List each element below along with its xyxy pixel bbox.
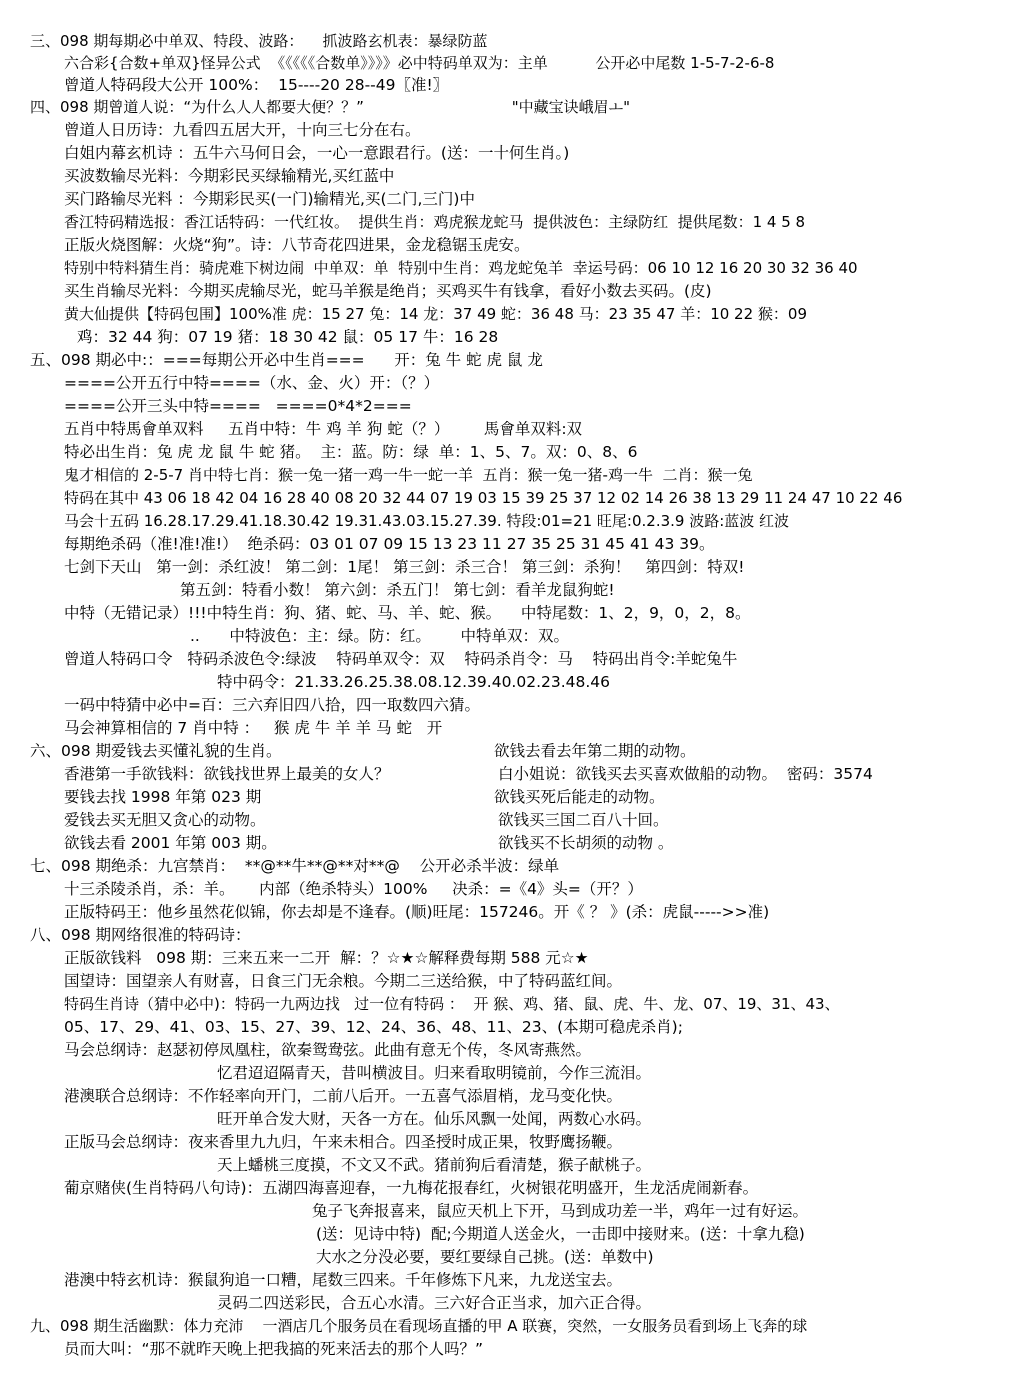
line-10: 正版火烧图解：火烧“狗”。诗：八节奇花四进果，金龙稳锯玉虎安。 (64, 236, 530, 254)
line-04: 四、098 期曾道人说：“为什么人人都要大便？？” "中藏宝诀峨眉ㅗ" (30, 98, 631, 116)
line-34: 要钱去找 1998 年第 023 期 (64, 788, 262, 806)
line-39: 正版特码王：他乡虽然花似锦，你去却是不逢春。(顺)旺尾：157246。开《 ？ 》(杀：虎鼠----->>准) (64, 903, 770, 921)
line-25: 第五剑：特看小数！ 第六剑：杀五门！ 第七剑：看羊龙鼠狗蛇! (180, 581, 615, 599)
line-43: 特码生肖诗（猜中必中)：特码一九两边找 过一位有特码 ： 开 猴、鸡、猪、鼠、虎、牛、龙、07、19、31、43、 (64, 995, 840, 1013)
line-15: 五、098 期必中:：===每期公开必中生肖=== 开：兔 牛 蛇 虎 鼠 龙 (30, 351, 543, 369)
line-46: 忆君迢迢隔青天，昔叫横波目。归来看取明镜前，今作三流泪。 (217, 1064, 652, 1082)
line-53: (送：见诗中特) 配;今期道人送金火，一击即中接财来。(送：十拿九稳) (316, 1225, 805, 1243)
line-01: 三、098 期每期必中单双、特段、波路： 抓波路玄机表：暴绿防蓝 (30, 32, 488, 50)
line-51: 葡京赌侠(生肖特码八句诗)：五湖四海喜迎春，一九梅花报春红，火树银花明盛开，生龙活虎闹新春。 (64, 1179, 759, 1197)
line-40: 八、098 期网络很准的特码诗： (30, 926, 251, 944)
line-54: 大水之分没必要，要红要绿自己挑。(送：单数中) (316, 1248, 654, 1266)
line-30: 一码中特猜中必中=百：三六弃旧四八拾，四一取数四六猜。 (64, 696, 480, 714)
line-45: 马会总纲诗：赵瑟初停凤凰柱，欲秦鸳鸯弦。此曲有意无个传，冬风寄燕然。 (64, 1041, 592, 1059)
line-26: 中特（无错记录）!!!中特生肖：狗、猪、蛇、马、羊、蛇、猴。 中特尾数：1、2，9，0，2，8。 (64, 604, 751, 622)
line-07: 买波数输尽光料：今期彩民买绿输精光,买红蓝中 (64, 167, 395, 185)
line-55: 港澳中特玄机诗：猴鼠狗追一口糟，尾数三四来。千年修炼下凡来，九龙送宝去。 (64, 1271, 623, 1289)
line-49: 正版马会总纲诗：夜来香里九九归，午来未相合。四圣授时成正果，牧野鹰扬鞭。 (64, 1133, 623, 1151)
line-02: 六合彩{合数+单双}怪异公式 《《《《《合数单》》》》必中特码单双为：主单 公开必中尾数 1-5-7-2-6-8 (64, 54, 775, 72)
line-50: 天上蟠桃三度摸，不文又不武。猪前狗后看清楚，猴子献桃子。 (217, 1156, 652, 1174)
line-13: 黄大仙提供【特码包围】100%准 虎：15 27 兔：14 龙：37 49 蛇：36 48 马：23 35 47 羊：10 22 猴：09 (64, 305, 808, 323)
line-32b: 欲钱去看去年第二期的动物。 (494, 742, 696, 760)
line-16: ====公开五行中特====（水、金、火）开：（？） (64, 374, 440, 392)
line-03: 曾道人特码段大公开 100%： 15----20 28--49〖准!〗 (64, 76, 449, 94)
line-17: ====公开三头中特==== ====0*4*2=== (64, 397, 412, 415)
line-58: 员而大叫：“那不就昨天晚上把我搞的死来活去的那个人吗？” (64, 1340, 484, 1358)
line-38: 十三杀陵杀肖，杀：羊。 内部（绝杀特头）100% 决杀：=《4》头=（开？） (64, 880, 643, 898)
line-19: 特必出生肖：兔 虎 龙 鼠 牛 蛇 猪。 主：蓝。防：绿 单：1、5、7。双：0、8、6 (64, 443, 638, 461)
line-14: 鸡：32 44 狗：07 19 猪：18 30 42 鼠：05 17 牛：16 28 (77, 328, 499, 346)
line-06: 白姐内幕玄机诗 ：五牛六马何日会，一心一意跟君行。(送：一十何生肖。) (64, 144, 570, 162)
line-33b: 白小姐说：欲钱买去买喜欢做船的动物。 密码：3574 (498, 765, 873, 783)
line-23: 每期绝杀码（准!准!准!） 绝杀码：03 01 07 09 15 13 23 11 27 35 25 31 45 41 43 39。 (64, 535, 715, 553)
line-27: .. 中特波色：主：绿。防：红。 中特单双：双。 (190, 627, 569, 645)
line-34b: 欲钱买死后能走的动物。 (494, 788, 665, 806)
line-24: 七剑下天山 第一剑：杀红波！ 第二剑：1尾！ 第三剑：杀三合！ 第三剑：杀狗！ 第四剑：特双! (64, 558, 745, 576)
line-35: 爱钱去买无胆又贪心的动物。 (64, 811, 266, 829)
line-57: 九、098 期生活幽默：体力充沛 一酒店几个服务员在看现场直播的甲 A 联赛，突然，一女服务员看到场上飞奔的球 (30, 1317, 808, 1335)
line-48: 旺开单合发大财，天各一方在。仙乐风飘一处闻，两数心水码。 (217, 1110, 652, 1128)
line-41: 正版欲钱料 098 期：三来五来一二开 解：？☆★☆解释费每期 588 元☆★ (64, 949, 589, 967)
line-52: 兔子飞奔报喜来，鼠应天机上下开，马到成功差一半，鸡年一过有好运。 (312, 1202, 809, 1220)
line-20: 鬼才相信的 2-5-7 肖中特七肖：猴一兔一猪一鸡一牛一蛇一羊 五肖：猴一兔一猪-鸡一牛 二肖：猴一兔 (64, 466, 753, 484)
line-28: 曾道人特码口令 特码杀波色令:绿波 特码单双令：双 特码杀肖令：马 特码出肖令:羊蛇兔牛 (64, 650, 738, 668)
line-18: 五肖中特馬會单双料 五肖中特：牛 鸡 羊 狗 蛇（？） 馬會单双料:双 (64, 420, 583, 438)
line-44: 05、17、29、41、03、15、27、39、12、24、36、48、11、23、(本期可稳虎杀肖); (64, 1018, 683, 1036)
line-05: 曾道人日历诗：九看四五居大开，十向三七分在右。 (64, 121, 421, 139)
line-29: 特中码令：21.33.26.25.38.08.12.39.40.02.23.48.46 (217, 673, 611, 691)
line-42: 国望诗：国望亲人有财喜，日食三门无余粮。今期二三送给猴，中了特码蓝红间。 (64, 972, 623, 990)
line-36b: 欲钱买不长胡须的动物 。 (498, 834, 674, 852)
line-22: 马会十五码 16.28.17.29.41.18.30.42 19.31.43.03.15.27.39. 特段:01=21 旺尾:0.2.3.9 波路:蓝波 红波 (64, 512, 790, 530)
line-37: 七、098 期绝杀：九宫禁肖： **@**牛**@**对**@ 公开必杀半波：绿单 (30, 857, 560, 875)
line-09: 香江特码精选报：香江话特码：一代红妆。 提供生肖：鸡虎猴龙蛇马 提供波色：主绿防红 提供尾数：1 4 5 8 (64, 213, 806, 231)
line-36: 欲钱去看 2001 年第 003 期。 (64, 834, 277, 852)
line-12: 买生肖输尽光料：今期买虎输尽光，蛇马羊猴是绝肖；买鸡买牛有钱拿，看好小数去买码。(皮) (64, 282, 712, 300)
line-08: 买门路输尽光料 ：今期彩民买(一门)输精光,买(二门,三门)中 (64, 190, 475, 208)
line-47: 港澳联合总纲诗：不作轻率向开门，二前八后开。一五喜气添眉梢，龙马变化快。 (64, 1087, 623, 1105)
line-31: 马会神算相信的 7 肖中特 ： 猴 虎 牛 羊 羊 马 蛇 开 (64, 719, 443, 737)
line-21: 特码在其中 43 06 18 42 04 16 28 40 08 20 32 44 07 19 03 15 39 25 37 12 02 14 26 38 13 29 11 24 47 10 22 46 (64, 489, 903, 507)
line-56: 灵码二四送彩民，合五心水清。三六好合正当求，加六正合得。 (217, 1294, 652, 1312)
line-35b: 欲钱买三国二百八十回。 (498, 811, 669, 829)
line-33: 香港第一手欲钱料：欲钱找世界上最美的女人？ (64, 765, 390, 783)
line-32: 六、098 期爱钱去买懂礼貌的生肖。 (30, 742, 282, 760)
line-11: 特别中特料猜生肖：骑虎难下树边闹 中单双：单 特别中生肖：鸡龙蛇兔羊 幸运号码：06 10 12 16 20 30 32 36 40 (64, 259, 858, 277)
